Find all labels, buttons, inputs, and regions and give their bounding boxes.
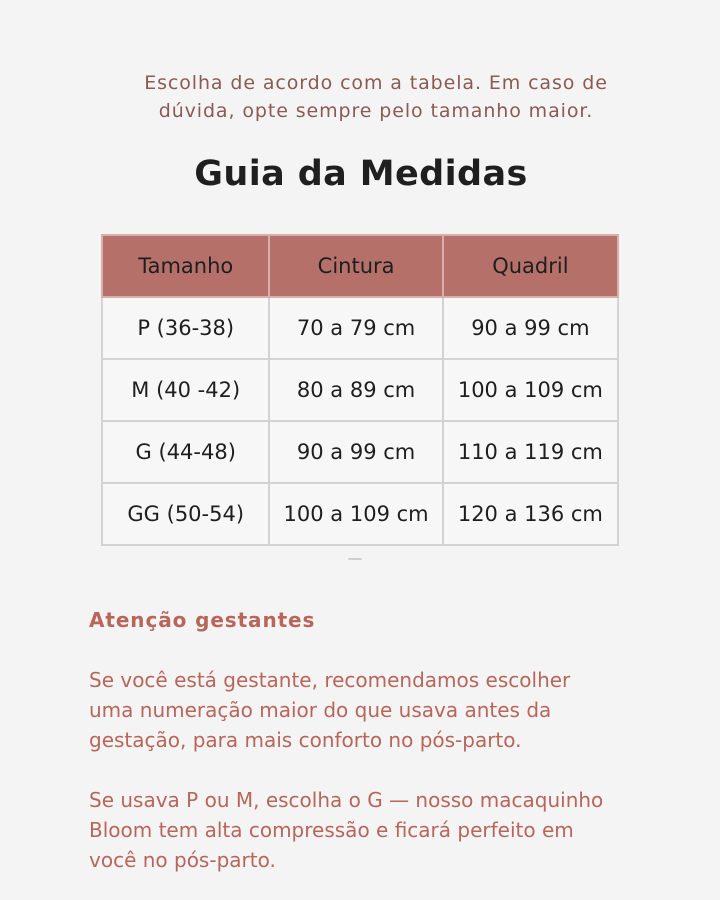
paragraph-line: você no pós-parto. <box>89 848 276 872</box>
header-cell-waist: Cintura <box>269 235 442 297</box>
hip-cell: 120 a 136 cm <box>443 483 618 545</box>
table-row <box>102 359 618 421</box>
size-cell: M (40 -42) <box>102 359 269 421</box>
intro-line: Escolha de acordo com a tabela. Em caso de <box>144 72 608 94</box>
hip-cell: 90 a 99 cm <box>443 297 618 359</box>
notice-heading: Atenção gestantes <box>89 608 316 632</box>
size-guide-table <box>101 234 619 546</box>
paragraph-line: Bloom tem alta compressão e ficará perfeito em <box>89 818 574 842</box>
paragraph-line: gestação, para mais conforto no pós-parto. <box>89 728 522 752</box>
pregnancy-advice-paragraph <box>89 665 709 755</box>
size-cell: G (44-48) <box>102 421 269 483</box>
size-cell: P (36-38) <box>102 297 269 359</box>
hip-cell: 100 a 109 cm <box>443 359 618 421</box>
waist-cell: 70 a 79 cm <box>269 297 442 359</box>
header-cell-size: Tamanho <box>102 235 269 297</box>
table-row <box>102 483 618 545</box>
intro-text <box>0 69 720 125</box>
scroll-indicator <box>348 558 362 560</box>
page-title: Guia da Medidas <box>194 154 528 194</box>
waist-cell: 90 a 99 cm <box>269 421 442 483</box>
size-recommendation-paragraph <box>89 785 709 875</box>
paragraph-line: uma numeração maior do que usava antes da <box>89 698 552 722</box>
waist-cell: 80 a 89 cm <box>269 359 442 421</box>
table-row <box>102 297 618 359</box>
hip-cell: 110 a 119 cm <box>443 421 618 483</box>
header-cell-hip: Quadril <box>443 235 618 297</box>
table-header-row <box>102 235 618 297</box>
waist-cell: 100 a 109 cm <box>269 483 442 545</box>
size-cell: GG (50-54) <box>102 483 269 545</box>
intro-line: dúvida, opte sempre pelo tamanho maior. <box>158 100 594 122</box>
paragraph-line: Se usava P ou M, escolha o G — nosso macaquinho <box>89 788 604 812</box>
paragraph-line: Se você está gestante, recomendamos escolher <box>89 668 571 692</box>
table-row <box>102 421 618 483</box>
